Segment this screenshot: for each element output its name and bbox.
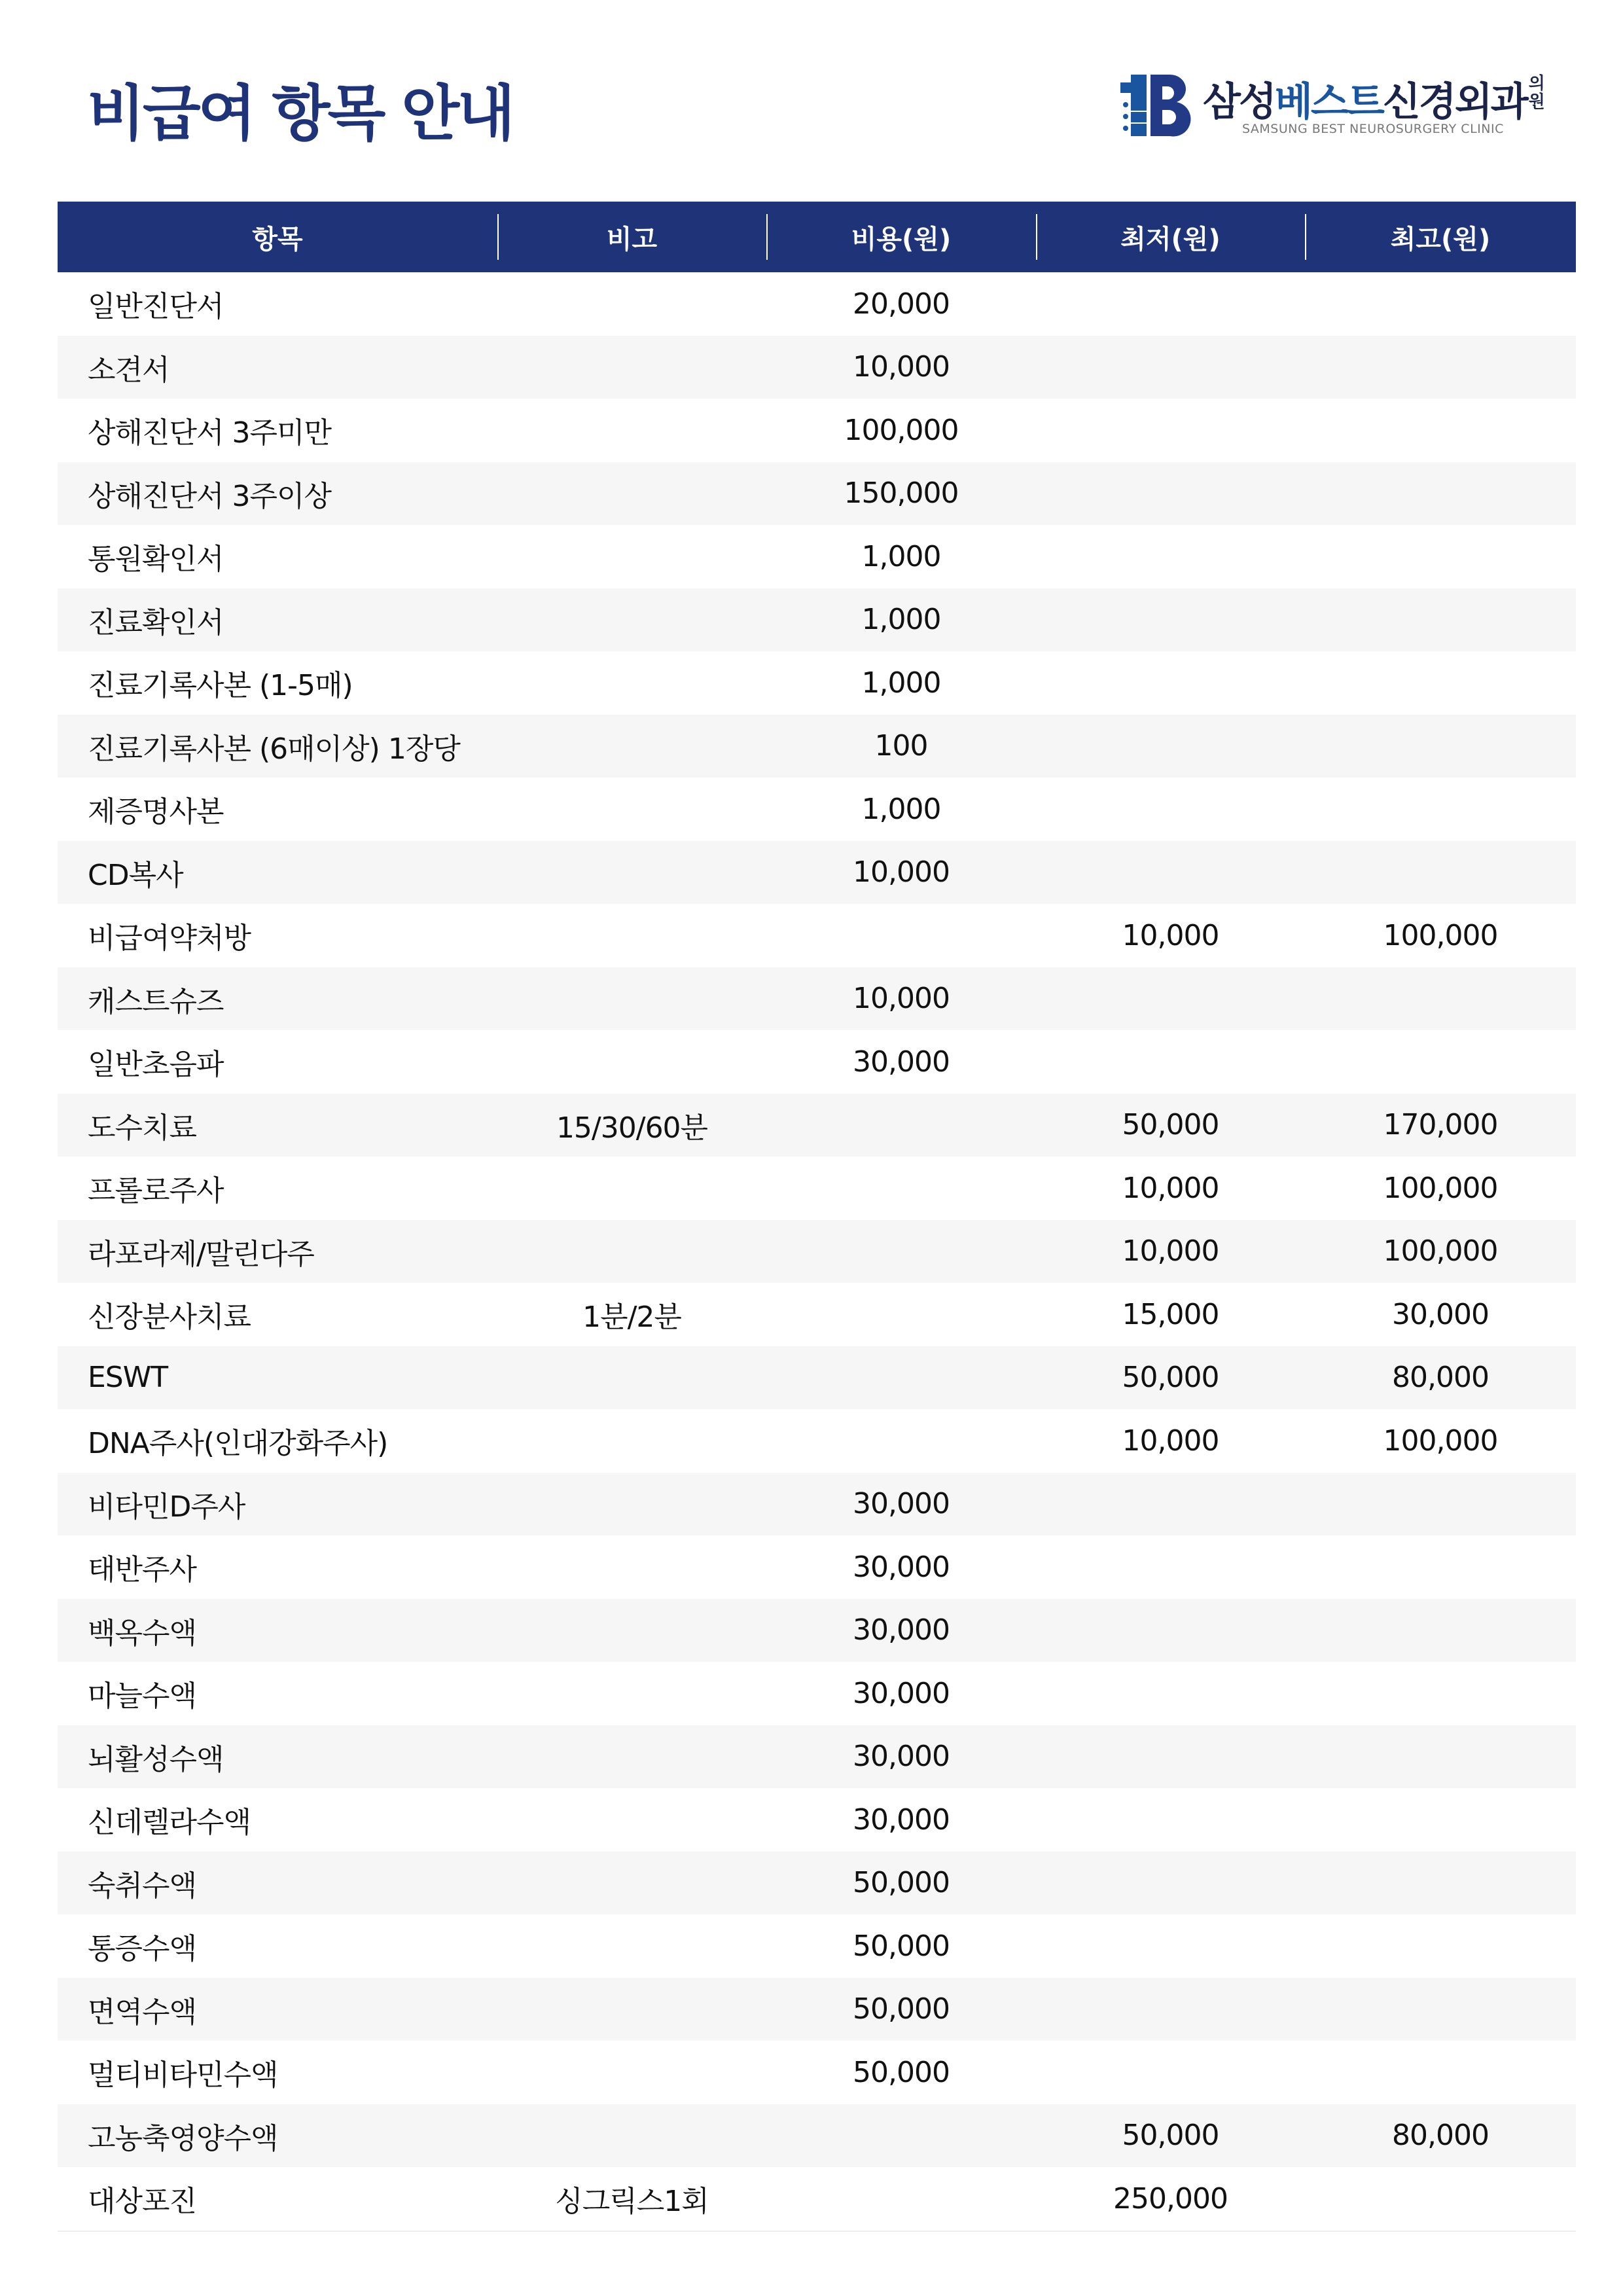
cell-cost: 30,000 (853, 1550, 950, 1584)
table-row (58, 1788, 1576, 1852)
cell-min-cost: 10,000 (1122, 1424, 1219, 1458)
logo-english: SAMSUNG BEST NEUROSURGERY CLINIC (1242, 122, 1504, 136)
cell-item-name: 프롤로주사 (88, 1174, 224, 1208)
cell-cost: 150,000 (844, 476, 959, 511)
table-row (58, 651, 1576, 715)
table-row (58, 462, 1576, 526)
cell-cost: 100 (874, 729, 928, 763)
cell-item-name: 일반진단서 (88, 290, 224, 324)
cell-item-name: DNA주사(인대강화주사) (88, 1427, 388, 1461)
cell-item-name: 신장분사치료 (88, 1300, 251, 1335)
cell-cost: 30,000 (853, 1045, 950, 1079)
table-row (58, 1914, 1576, 1978)
logo-text-highlight: 베스트 (1274, 79, 1383, 125)
cell-item-name: 캐스트슈즈 (88, 984, 224, 1018)
cell-max-cost: 100,000 (1383, 1171, 1498, 1205)
cell-item-name: 숙취수액 (88, 1869, 197, 1903)
cell-item-name: 신데렐라수액 (88, 1806, 251, 1840)
table-row (58, 272, 1576, 336)
cell-note: 1분/2분 (582, 1300, 681, 1335)
cell-item-name: 백옥수액 (88, 1616, 197, 1650)
header-cost: 비용(원) (766, 219, 1036, 256)
table-row (58, 1662, 1576, 1725)
table-row (58, 525, 1576, 588)
logo-text: 신경외과 (1382, 79, 1527, 125)
cell-cost: 100,000 (844, 413, 959, 447)
cell-min-cost: 10,000 (1122, 1171, 1219, 1205)
cell-item-name: 대상포진 (88, 2185, 197, 2219)
cell-cost: 1,000 (861, 539, 941, 573)
table-row (58, 336, 1576, 399)
header-item: 항목 (252, 224, 303, 255)
cell-item-name: 도수치료 (88, 1111, 197, 1145)
table-row (58, 1346, 1576, 1410)
logo-text-small: 원 (1528, 92, 1543, 112)
cell-item-name: 마늘수액 (88, 1679, 197, 1713)
cell-item-name: 진료확인서 (88, 605, 224, 639)
cell-max-cost: 30,000 (1392, 1297, 1489, 1331)
cell-cost: 10,000 (853, 982, 950, 1016)
table-body (58, 272, 1576, 2232)
cell-item-name: 면역수액 (88, 1995, 197, 2029)
cell-item-name: 비타민D주사 (88, 1490, 245, 1524)
table-row (58, 904, 1576, 967)
cell-item-name: 상해진단서 3주미만 (88, 416, 332, 450)
cell-cost: 1,000 (861, 666, 941, 700)
table-row (58, 1535, 1576, 1599)
cell-item-name: 비급여약처방 (88, 922, 251, 956)
cell-min-cost: 50,000 (1122, 1361, 1219, 1395)
cell-item-name: 고농축영양수액 (88, 2121, 278, 2155)
cell-item-name: 진료기록사본 (6매이상) 1장당 (88, 732, 460, 766)
table-row (58, 1852, 1576, 1915)
cell-max-cost: 100,000 (1383, 1234, 1498, 1268)
header-max: 최고(원) (1305, 219, 1576, 256)
cell-item-name: 뇌활성수액 (88, 1742, 224, 1776)
cell-item-name: 진료기록사본 (1-5매) (88, 669, 353, 703)
cell-cost: 50,000 (853, 2055, 950, 2089)
cell-item-name: 소견서 (88, 353, 169, 387)
cell-cost: 30,000 (853, 1613, 950, 1647)
cell-item-name: 통원확인서 (88, 543, 224, 577)
cell-cost: 30,000 (853, 1803, 950, 1837)
cell-min-cost: 10,000 (1122, 918, 1219, 952)
fee-table (58, 202, 1576, 2232)
table-row (58, 1473, 1576, 1536)
cell-note: 15/30/60분 (556, 1111, 708, 1145)
header-min: 최저(원) (1036, 219, 1305, 256)
table-row (58, 2041, 1576, 2104)
cell-min-cost: 10,000 (1122, 1234, 1219, 1268)
table-row (58, 2167, 1576, 2231)
cell-note: 싱그릭스1회 (555, 2185, 709, 2219)
cell-item-name: CD복사 (88, 858, 183, 892)
cell-item-name: 상해진단서 3주이상 (88, 479, 332, 513)
cell-item-name: 제증명사본 (88, 795, 224, 829)
cell-min-cost: 250,000 (1113, 2181, 1228, 2215)
cell-max-cost: 100,000 (1383, 918, 1498, 952)
table-row (58, 1725, 1576, 1789)
table-row (58, 588, 1576, 652)
cell-item-name: ESWT (88, 1361, 168, 1395)
table-row (58, 841, 1576, 905)
logo-mark-icon (1119, 73, 1191, 139)
cell-min-cost: 15,000 (1122, 1297, 1219, 1331)
cell-max-cost: 100,000 (1383, 1424, 1498, 1458)
cell-cost: 30,000 (853, 1676, 950, 1710)
cell-cost: 50,000 (853, 1992, 950, 2026)
clinic-logo (1119, 73, 1551, 145)
table-row (58, 1409, 1576, 1473)
logo-text-small: 의 (1528, 74, 1543, 94)
table-row (58, 1094, 1576, 1157)
cell-cost: 20,000 (853, 287, 950, 321)
cell-max-cost: 80,000 (1392, 2119, 1489, 2153)
cell-min-cost: 50,000 (1122, 2119, 1219, 2153)
cell-cost: 1,000 (861, 792, 941, 826)
table-row (58, 1157, 1576, 1220)
table-row (58, 1283, 1576, 1346)
cell-item-name: 통증수액 (88, 1932, 197, 1966)
cell-item-name: 태반주사 (88, 1553, 197, 1587)
cell-item-name: 라포라제/말린다주 (88, 1237, 314, 1271)
cell-cost: 10,000 (853, 855, 950, 889)
cell-cost: 50,000 (853, 1929, 950, 1963)
table-row (58, 967, 1576, 1031)
logo-text: 삼성 (1203, 79, 1275, 125)
cell-cost: 1,000 (861, 603, 941, 637)
table-row (58, 399, 1576, 462)
header-note: 비고 (497, 219, 766, 256)
cell-max-cost: 170,000 (1383, 1108, 1498, 1142)
cell-min-cost: 50,000 (1122, 1108, 1219, 1142)
cell-cost: 10,000 (853, 350, 950, 384)
cell-item-name: 멀티비타민수액 (88, 2058, 278, 2092)
cell-cost: 30,000 (853, 1487, 950, 1521)
table-row (58, 778, 1576, 841)
table-header (58, 202, 1576, 272)
table-row (58, 1220, 1576, 1283)
cell-cost: 50,000 (853, 1866, 950, 1900)
page-title: 비급여 항목 안내 (87, 79, 513, 149)
table-row (58, 715, 1576, 778)
cell-max-cost: 80,000 (1392, 1361, 1489, 1395)
table-row (58, 1599, 1576, 1662)
cell-cost: 30,000 (853, 1740, 950, 1774)
table-row (58, 1978, 1576, 2041)
table-row (58, 2104, 1576, 2168)
table-row (58, 1030, 1576, 1094)
cell-item-name: 일반초음파 (88, 1048, 224, 1082)
